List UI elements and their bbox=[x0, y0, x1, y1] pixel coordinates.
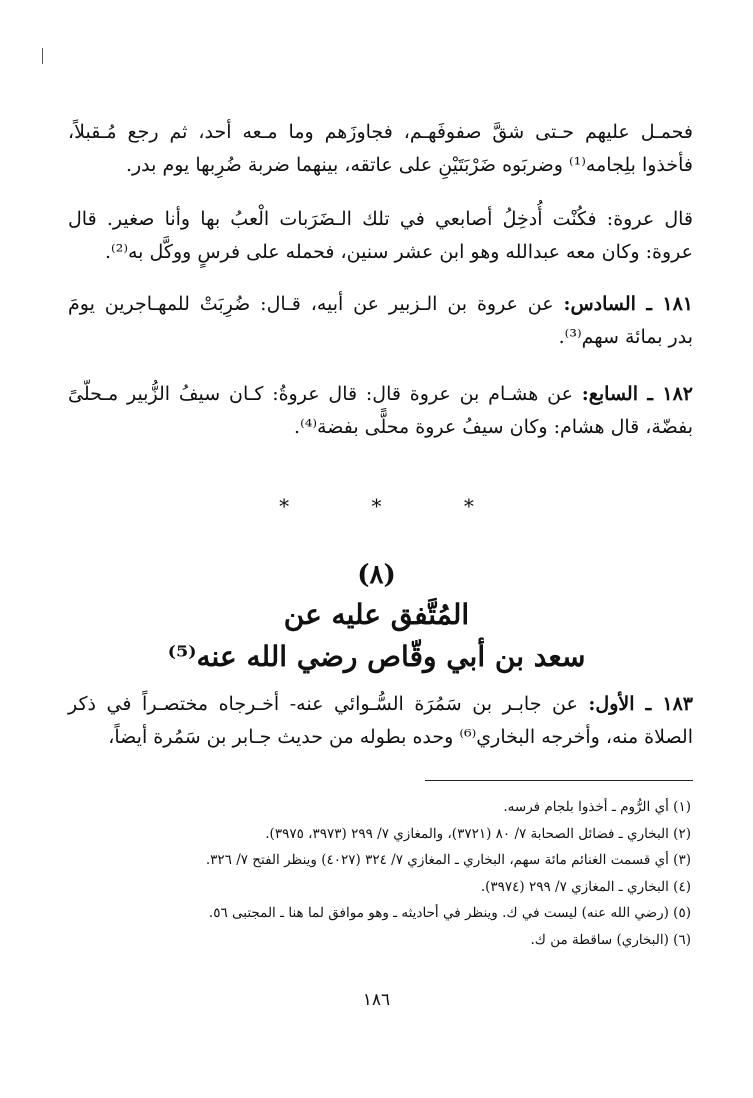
paragraph-line: بدر بمائة سهم⁽³⁾. bbox=[558, 326, 693, 348]
page-number: ١٨٦ bbox=[362, 990, 391, 1010]
section-separator: * * * bbox=[279, 494, 512, 518]
paragraph-1 bbox=[68, 116, 693, 182]
paragraph-line: عروة: وكان معه عبدالله وهو ابن عشر سنين، فحمله على فرسٍ ووكَّل به⁽²⁾. bbox=[104, 241, 693, 263]
footnote: (٢) البخاري ـ فضائل الصحابة ٧/ ٨٠ (٣٧٢١)، والمغازي ٧/ ٢٩٩ (٣٩٧٣، ٣٩٧٥). bbox=[265, 825, 691, 842]
hadith-label: ١٨٢ ـ السابع: bbox=[581, 383, 693, 405]
paragraph-line: فحمـل عليهم حـتى شقَّ صفوفَهـم، فجاوزَهم وما مـعه أحد، ثم رجع مُـقبلاً، bbox=[68, 121, 693, 143]
paragraph-line bbox=[68, 288, 693, 321]
footnote: (٦) (البخاري) ساقطة من ك. bbox=[530, 931, 691, 948]
hadith-text: عن هشـام بن عروة قال: قال عروةُ: كـان سيفُ الزُّبير مـحلّىً bbox=[68, 383, 573, 405]
paragraph-line: الصلاة منه، وأخرجه البخاري⁽⁶⁾ وحده بطوله من حديث جـابر بن سَمُرة أيضاً، bbox=[108, 726, 693, 748]
paragraph-line bbox=[68, 378, 693, 411]
hadith-label: ١٨٣ ـ الأول: bbox=[588, 693, 693, 715]
hadith-text: عن عروة بن الـزبير عن أبيه، قـال: ضُرِبَتْ للمهـاجرين يومَ bbox=[68, 293, 554, 315]
chapter-number: (٨) bbox=[357, 560, 396, 590]
hadith-182 bbox=[68, 378, 693, 444]
paragraph-line: قال عروة: فكُنْت أُدخِلُ أصابعي في تلك الـضَرَبات الْعبُ بها وأنا صغير. قال bbox=[68, 208, 693, 230]
paragraph-line: فأخذوا بلِجامه⁽¹⁾ وضربَوه ضَرْبَتَيْنِ على عاتقه، بينهما ضربة ضُرِبها يوم بدر. bbox=[125, 154, 693, 176]
hadith-label: ١٨١ ـ السادس: bbox=[563, 293, 693, 315]
footnotes bbox=[66, 794, 691, 953]
chapter-title: المُتَّفق عليه عن bbox=[283, 598, 470, 631]
chapter-subtitle: سعد بن أبي وقّاص رضي الله عنه⁽⁵⁾ bbox=[167, 640, 586, 673]
hadith-text: عن جابـر بن سَمُرَة السُّـوائي عنه- أخـرجاه مختصـراً في ذكر bbox=[68, 693, 578, 715]
footnote: (٥) (رضي الله عنه) ليست في ك. وينظر في أحاديثه ـ وهو موافق لما هنا ـ المجتبى ٥٦. bbox=[208, 905, 691, 921]
paragraph-2 bbox=[68, 203, 693, 269]
footnote: (٣) أي قسمت الغنائم مائة سهم، البخاري ـ المغازي ٧/ ٣٢٤ (٤٠٢٧) وينظر الفتح ٧/ ٣٢٦. bbox=[205, 852, 691, 868]
margin-mark bbox=[42, 48, 43, 64]
footnote: (٤) البخاري ـ المغازي ٧/ ٢٩٩ (٣٩٧٤). bbox=[480, 878, 691, 895]
hadith-183 bbox=[68, 688, 693, 754]
footnote: (١) أي الرُّوم ـ أخذوا بلجام فرسه. bbox=[503, 799, 691, 815]
paragraph-line bbox=[68, 688, 693, 721]
paragraph-line: بفضّة، قال هشام: وكان سيفُ عروة محلًّى بفضة⁽⁴⁾. bbox=[294, 416, 693, 438]
footnote-divider bbox=[425, 780, 693, 781]
hadith-181 bbox=[68, 288, 693, 354]
